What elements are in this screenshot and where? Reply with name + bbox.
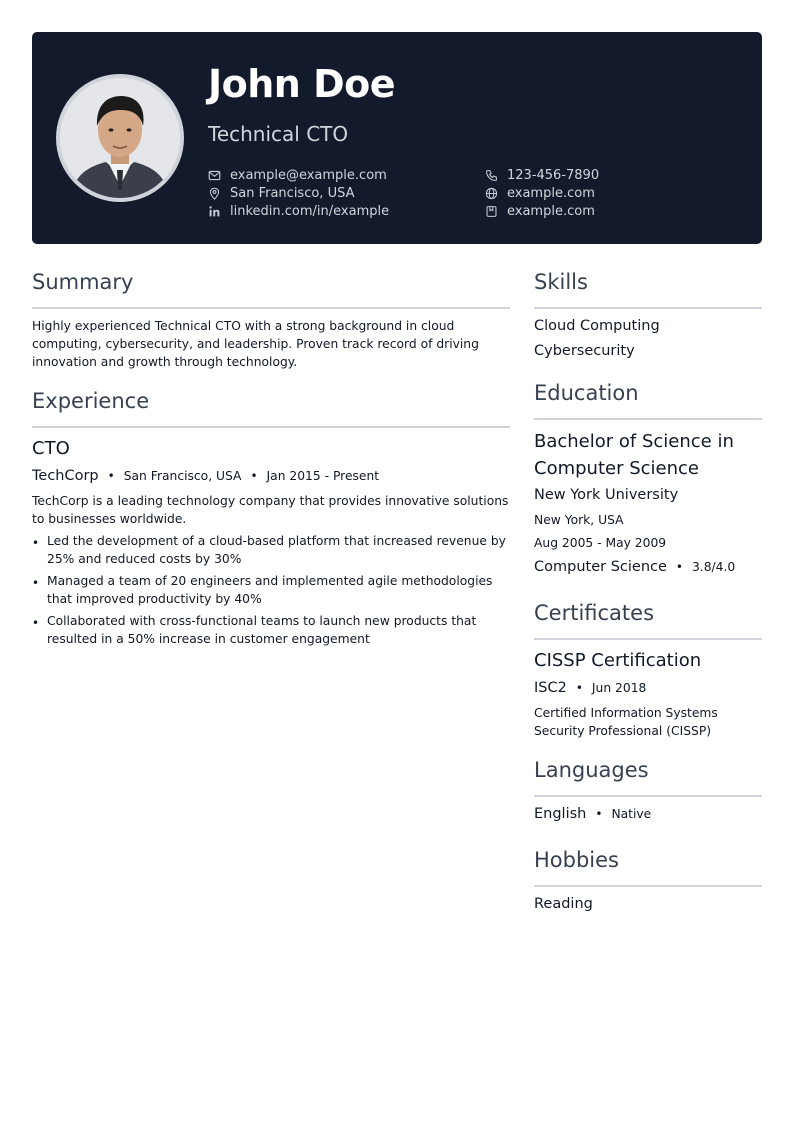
website-text: example.com: [507, 185, 595, 201]
separator-dot: •: [595, 807, 603, 821]
contact-email[interactable]: [208, 166, 387, 184]
experience-heading: Experience: [32, 389, 150, 413]
contact-info: [208, 166, 748, 226]
separator-dot: •: [675, 560, 683, 574]
phone-icon: [485, 169, 498, 182]
language-name: English: [534, 806, 587, 822]
education-degree: Bachelor of Science in Computer Science: [534, 431, 734, 479]
linkedin-icon: [208, 205, 221, 218]
job-company: TechCorp: [32, 468, 99, 484]
hobby-item: Reading: [534, 896, 593, 912]
contact-portfolio[interactable]: [485, 202, 595, 220]
bookmark-icon: [485, 205, 498, 218]
education-dates: Aug 2005 - May 2009: [534, 536, 667, 550]
certificate-name: CISSP Certification: [534, 650, 702, 671]
education-location: New York, USA: [534, 513, 624, 527]
language-item: [534, 806, 651, 822]
certificate-description: Certified Information Systems Security Professional (CISSP): [534, 706, 718, 738]
portfolio-text: example.com: [507, 203, 595, 219]
contact-website[interactable]: [485, 184, 595, 202]
candidate-title: Technical CTO: [208, 122, 349, 146]
skills-heading: Skills: [534, 270, 588, 294]
job-description: TechCorp is a leading technology company that provides innovative solutions to businesses worldwide.: [32, 494, 509, 526]
separator-dot: •: [250, 469, 258, 483]
profile-photo: [56, 74, 184, 202]
education-field-line: [534, 559, 735, 575]
avatar-portrait: [60, 78, 180, 198]
globe-icon: [485, 187, 498, 200]
phone-text: 123-456-7890: [507, 167, 600, 183]
job-location: San Francisco, USA: [123, 469, 242, 483]
candidate-name: John Doe: [208, 62, 396, 106]
education-heading: Education: [534, 381, 639, 405]
education-school: New York University: [534, 487, 679, 503]
skill-item: Cybersecurity: [534, 343, 635, 359]
languages-heading: Languages: [534, 758, 649, 782]
education-divider: [534, 418, 762, 420]
location-text: San Francisco, USA: [230, 185, 355, 201]
map-pin-icon: [208, 187, 221, 200]
skills-divider: [534, 307, 762, 309]
language-level: Native: [611, 807, 652, 821]
separator-dot: •: [107, 469, 115, 483]
certificates-heading: Certificates: [534, 601, 655, 625]
education-gpa: 3.8/4.0: [691, 560, 736, 574]
education-field: Computer Science: [534, 559, 667, 575]
hobbies-heading: Hobbies: [534, 848, 619, 872]
linkedin-text: linkedin.com/in/example: [230, 203, 390, 219]
list-item: • Managed a team of 20 engineers and implemented agile methodologies that improved productivity by 40%: [32, 572, 510, 608]
certificates-divider: [534, 638, 762, 640]
job-title: CTO: [32, 438, 70, 459]
contact-linkedin[interactable]: [208, 202, 389, 220]
contact-location: [208, 184, 354, 202]
skill-item: Cloud Computing: [534, 318, 660, 334]
separator-dot: •: [575, 681, 583, 695]
resume-header: [32, 32, 762, 244]
certificate-meta: [534, 680, 646, 696]
email-text: example@example.com: [230, 167, 387, 183]
job-dates: Jan 2015 - Present: [266, 469, 380, 483]
job-meta: [32, 468, 379, 484]
contact-phone[interactable]: [485, 166, 599, 184]
summary-divider: [32, 307, 510, 309]
certificate-date: Jun 2018: [591, 681, 647, 695]
languages-divider: [534, 795, 762, 797]
job-achievements: [32, 532, 510, 652]
summary-heading: Summary: [32, 270, 134, 294]
summary-text: Highly experienced Technical CTO with a strong background in cloud computing, cybersecurity, and leadership. Proven track record of driving innovation and growth through technology.: [32, 319, 479, 369]
mail-icon: [208, 169, 221, 182]
experience-divider: [32, 426, 510, 428]
hobbies-divider: [534, 885, 762, 887]
list-item: • Led the development of a cloud-based platform that increased revenue by 25% and reduced costs by 30%: [32, 532, 510, 568]
list-item: • Collaborated with cross-functional teams to launch new products that resulted in a 50% increase in customer engagement: [32, 612, 510, 648]
certificate-issuer: ISC2: [534, 680, 567, 696]
